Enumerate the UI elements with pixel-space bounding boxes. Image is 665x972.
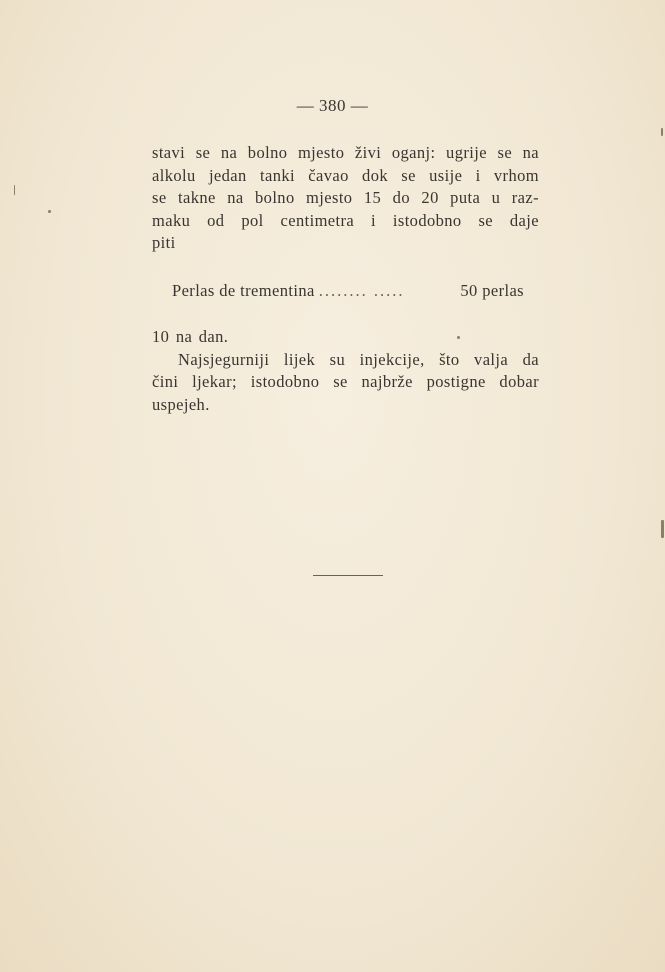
- recipe-amount: 50 perlas: [460, 281, 524, 300]
- text-line: piti: [152, 233, 176, 252]
- text-line: uspejeh.: [152, 394, 210, 414]
- page-number: — 380 —: [296, 96, 369, 115]
- paper-speck: [661, 520, 664, 538]
- closing-rule: [313, 575, 383, 576]
- text-line: se takne na bolno mjesto 15 do 20 puta u raz-: [152, 188, 539, 207]
- text-line: čini ljekar; istodobno se najbrže postigne dobar: [152, 372, 539, 391]
- recipe-name: Perlas de trementina: [172, 281, 315, 300]
- leader-dots: ........ .....: [318, 281, 405, 300]
- text-line: 10 na dan.: [152, 327, 229, 346]
- text-line: alkolu jedan tanki čavao dok se usije i vrhom: [152, 165, 539, 185]
- paper-speck: [661, 128, 663, 136]
- text-line: maku od pol centimetra i istodobno se daje: [152, 210, 539, 230]
- paragraph-treatment: [152, 142, 539, 255]
- paper-speck: [14, 185, 15, 195]
- paper-speck: [457, 336, 460, 339]
- paper-speck: [48, 210, 51, 213]
- recipe-line: [172, 281, 524, 301]
- text-line: stavi se na bolno mjesto živi oganj: ugrije se na: [152, 143, 539, 162]
- text-line: Najsjegurniji lijek su injekcije, što valja da: [178, 349, 539, 369]
- paragraph-injections: [152, 326, 539, 416]
